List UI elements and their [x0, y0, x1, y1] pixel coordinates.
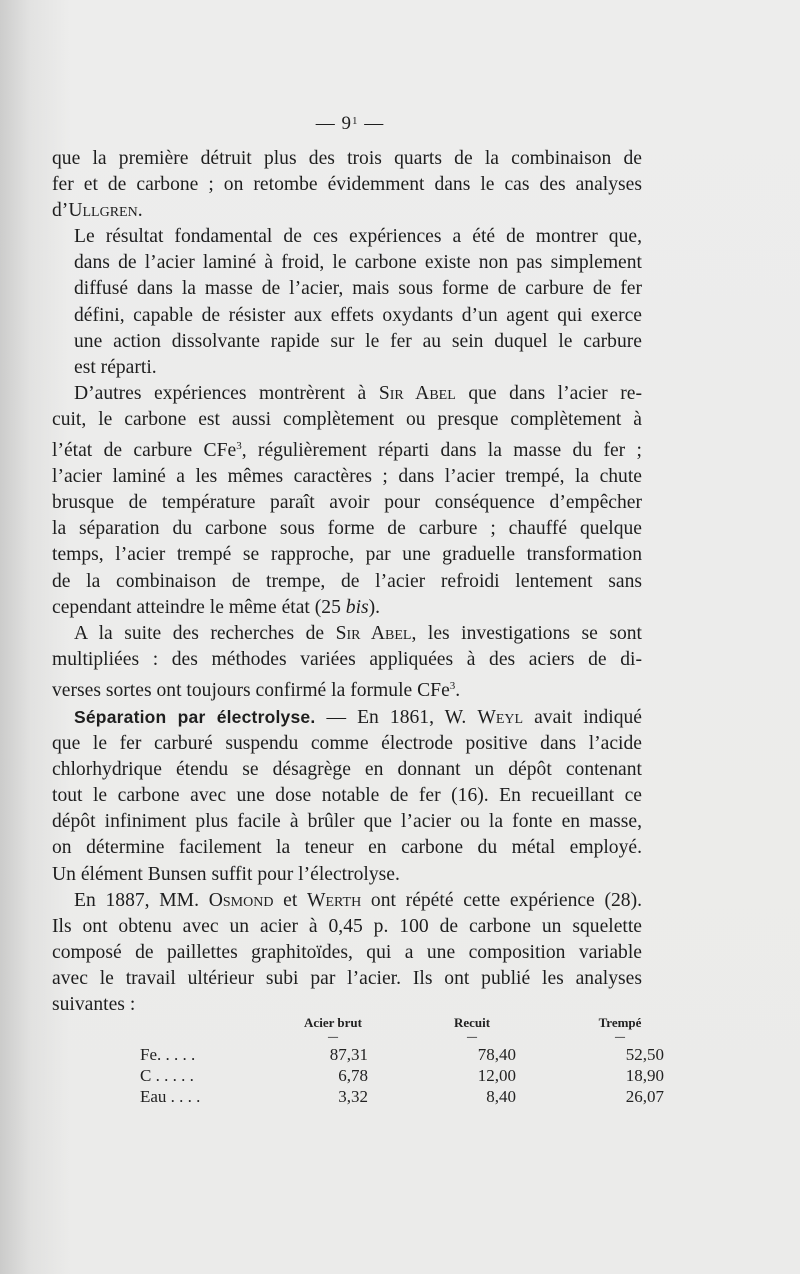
- formula-superscript: 3: [236, 440, 242, 453]
- paragraph-electrolysis: [52, 704, 642, 888]
- author-name: Sir Abel: [335, 622, 412, 644]
- paragraph-osmond-werth: [52, 888, 642, 1018]
- table-header-row: [140, 1014, 694, 1032]
- author-name: Werth: [307, 889, 362, 911]
- text: En 1887, MM.: [74, 889, 209, 911]
- text-line: est réparti.: [74, 356, 157, 378]
- page-number-text: — 9: [315, 113, 352, 134]
- paragraph-result: [52, 224, 642, 381]
- text: l’état de carbure CFe: [52, 440, 237, 462]
- text-line: on détermine facilement la teneur en carbone du métal employé.: [52, 837, 642, 859]
- column-header-acier-brut: Acier brut: [304, 1015, 362, 1030]
- text-line: [52, 673, 642, 704]
- text: d’: [52, 200, 69, 222]
- text-line: chlorhydrique étendu se désagrège en donnant un dépôt contenant: [52, 759, 642, 781]
- author-name: Sir Abel: [378, 382, 456, 404]
- italic-text: bis: [345, 596, 369, 618]
- text-line: [52, 433, 642, 464]
- cell-value: 52,50: [625, 1044, 664, 1064]
- page-number-suffix: —: [358, 113, 385, 134]
- text-line: [52, 381, 642, 407]
- author-name: Weyl: [477, 706, 524, 728]
- text-line: Un élément Bunsen suffit pour l’électrolyse.: [52, 863, 400, 885]
- text-line: [52, 595, 642, 621]
- text: ont répété cette expérience (28).: [361, 889, 643, 911]
- text-line: la séparation du carbone sous forme de carbure ; chauffé quelque: [52, 518, 642, 540]
- text: D’autres expériences montrèrent à: [74, 382, 379, 404]
- text-line: multipliées : des méthodes variées appliquées à des aciers de di-: [52, 648, 642, 670]
- page-number-sup: 1: [352, 115, 359, 127]
- text-line: dans de l’acier laminé à froid, le carbone existe non pas simplement: [74, 252, 642, 274]
- text-line: tout le carbone avec une dose notable de fer (16). En recueillant ce: [52, 785, 642, 807]
- row-label: Fe. . . . .: [140, 1044, 196, 1064]
- text: que dans l’acier re-: [455, 382, 642, 404]
- formula-superscript: 3: [449, 679, 456, 692]
- text: verses sortes ont toujours confirmé la formule CFe: [52, 679, 450, 701]
- cell-value: 87,31: [329, 1044, 368, 1064]
- text: , régulièrement réparti dans la masse du fer ;: [241, 440, 642, 462]
- cell-value: 12,00: [477, 1065, 516, 1085]
- text-line: Le résultat fondamental de ces expériences a été de montrer que,: [74, 226, 642, 248]
- text: cependant atteindre le même état (25: [52, 596, 346, 618]
- text-line: dépôt infiniment plus facile à brûler que l’acier ou la fonte en masse,: [52, 811, 642, 833]
- table-row: [140, 1065, 694, 1086]
- section-heading: Séparation par électrolyse.: [74, 706, 316, 727]
- table-header-spacer: [140, 1032, 268, 1044]
- text: , les investigations se sont: [411, 622, 642, 644]
- page-number: [0, 113, 700, 135]
- paragraph-abel-experiments: [52, 381, 642, 621]
- text-line: défini, capable de résister aux effets oxydants d’un agent qui exerce: [74, 304, 642, 326]
- cell-value: 6,78: [338, 1065, 368, 1085]
- cell-value: 3,32: [338, 1086, 368, 1106]
- text: — En 1861, W.: [315, 706, 478, 728]
- text-line: l’acier laminé a les mêmes caractères ; dans l’acier trempé, la chute: [52, 466, 642, 488]
- text-line: composé de paillettes graphitoïdes, qui a une composition variable: [52, 941, 642, 963]
- body-text: [52, 146, 642, 1018]
- analysis-table: [140, 1014, 694, 1107]
- text-line: diffusé dans la masse de l’acier, mais sous forme de carbure de fer: [74, 278, 642, 300]
- text: avait indiqué: [523, 706, 642, 728]
- cell-value: 18,90: [625, 1065, 664, 1085]
- text-line: une action dissolvante rapide sur le fer au sein duquel le carbure: [74, 330, 642, 352]
- table-dash-row: [140, 1032, 694, 1044]
- text-line: que le fer carburé suspendu comme électrode positive dans l’acide: [52, 733, 642, 755]
- text-line: suivantes :: [52, 994, 136, 1015]
- paragraph-investigations: [52, 621, 642, 704]
- row-label: C . . . . .: [140, 1065, 194, 1085]
- text: ).: [368, 596, 381, 618]
- column-header-trempe: Trempé: [598, 1015, 642, 1030]
- table-row: [140, 1044, 694, 1065]
- text: et: [273, 889, 307, 911]
- text-line: [52, 888, 642, 914]
- text: A la suite des recherches de: [74, 622, 336, 644]
- author-name: Osmond: [208, 889, 274, 911]
- paragraph-continuation: [52, 146, 642, 224]
- author-name: Ullgren: [68, 200, 138, 222]
- column-header-recuit: Recuit: [453, 1015, 491, 1030]
- text-line: que la première détruit plus des trois quarts de la combinaison de: [52, 148, 642, 169]
- column-dash: —: [328, 1032, 338, 1043]
- cell-value: 26,07: [625, 1086, 664, 1106]
- text-line: Ils ont obtenu avec un acier à 0,45 p. 100 de carbone un squelette: [52, 915, 642, 937]
- cell-value: 8,40: [486, 1086, 516, 1106]
- row-label: Eau . . . .: [140, 1086, 201, 1106]
- column-dash: —: [467, 1032, 477, 1043]
- table-row: [140, 1086, 694, 1107]
- text: .: [455, 679, 461, 701]
- text-line: fer et de carbone ; on retombe évidemment dans le cas des analyses: [52, 174, 642, 196]
- text-line: cuit, le carbone est aussi complètement ou presque complètement à: [52, 408, 642, 430]
- column-dash: —: [615, 1032, 625, 1043]
- text-line: brusque de température paraît avoir pour conséquence d’empêcher: [52, 492, 642, 514]
- text-line: [52, 198, 642, 224]
- text-line: avec le travail ultérieur subi par l’acier. Ils ont publié les analyses: [52, 967, 642, 989]
- text-line: [52, 621, 642, 647]
- table-header-spacer: [140, 1014, 268, 1032]
- cell-value: 78,40: [477, 1044, 516, 1064]
- text-line: [52, 704, 642, 731]
- text: .: [137, 200, 143, 222]
- text-line: de la combinaison de trempe, de l’acier refroidi lentement sans: [52, 570, 642, 592]
- text-line: temps, l’acier trempé se rapproche, par une graduelle transformation: [52, 544, 642, 566]
